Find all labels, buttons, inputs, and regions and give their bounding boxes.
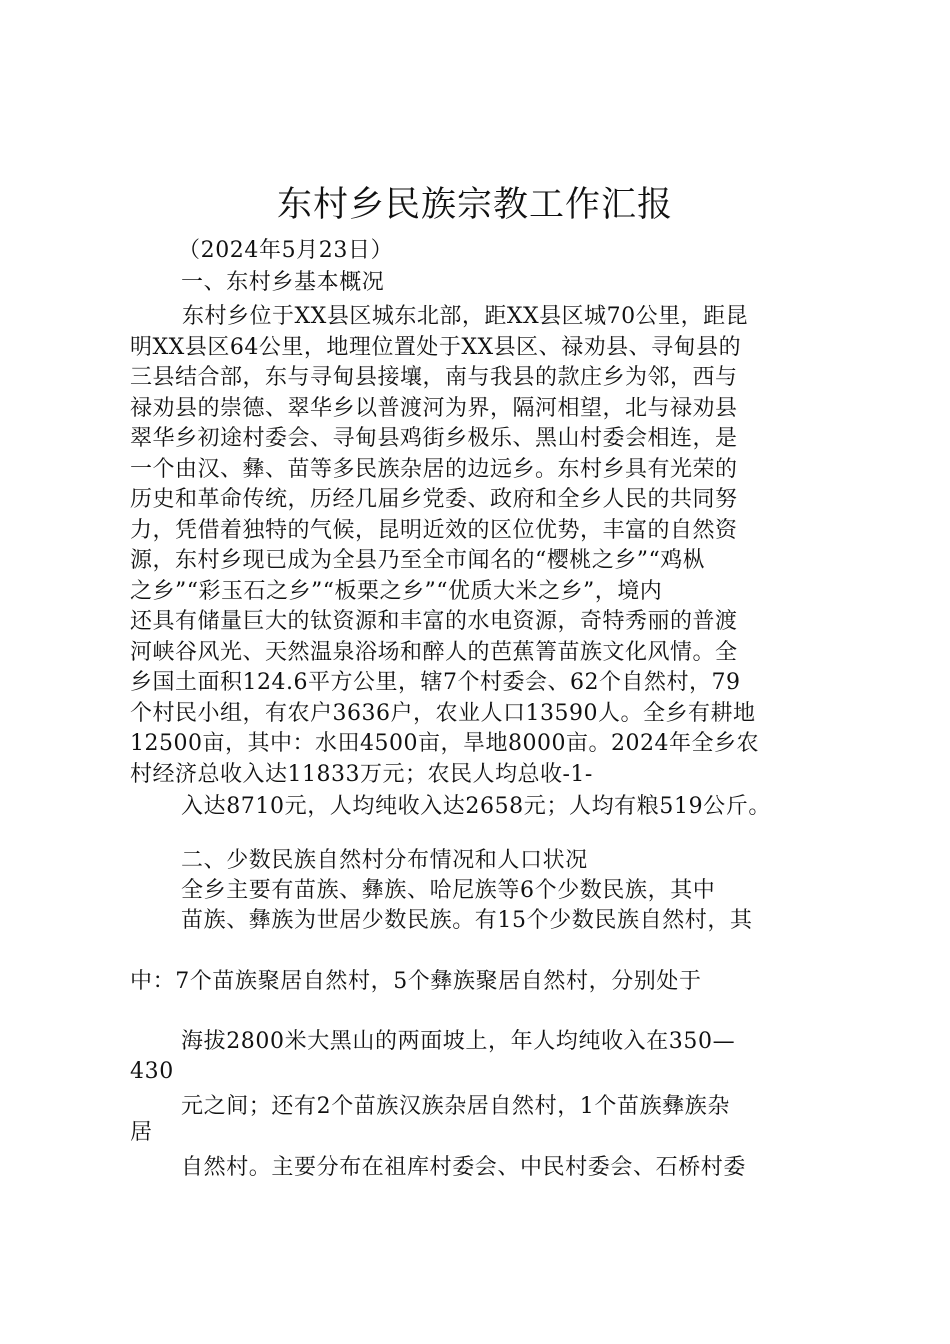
section-2-line: 中：7个苗族聚居自然村，5个彝族聚居自然村，分别处于 — [130, 969, 702, 994]
section-2-line: 元之间；还有2个苗族汉族杂居自然村，1个苗族彝族杂 — [181, 1094, 730, 1119]
section-1-paragraph — [130, 302, 830, 790]
paragraph-line: 12500亩，其中：水田4500亩，旱地8000亩。2024年全乡农 — [130, 731, 759, 756]
paragraph-line: 明XX县区64公里，地理位置处于XX县区、禄劝县、寻甸县的 — [130, 334, 742, 360]
paragraph-line: 河峡谷风光、天然温泉浴场和醉人的芭蕉箐苗族文化风情。全 — [130, 639, 738, 665]
report-date: （2024年5月23日） — [178, 238, 394, 263]
section-2-line: 海拔2800米大黑山的两面坡上，年人均纯收入在350— — [181, 1029, 736, 1054]
document-title: 东村乡民族宗教工作汇报 — [276, 185, 673, 225]
paragraph-line: 历史和革命传统，历经几届乡党委、政府和全乡人民的共同努 — [130, 487, 738, 512]
paragraph-line: 三县结合部，东与寻甸县接壤，南与我县的款庄乡为邻，西与 — [130, 365, 738, 390]
section-2-line: 苗族、彝族为世居少数民族。有15个少数民族自然村，其 — [181, 908, 753, 933]
paragraph-line: 禄劝县的崇德、翠华乡以普渡河为界，隔河相望，北与禄劝县 — [130, 395, 738, 421]
section-1-heading: 一、东村乡基本概况 — [181, 270, 385, 295]
paragraph-line: 个村民小组，有农户3636户，农业人口13590人。全乡有耕地 — [130, 700, 756, 726]
section-2-line: 自然村。主要分布在祖库村委会、中民村委会、石桥村委 — [181, 1155, 747, 1180]
section-2-line: 居 — [130, 1120, 153, 1145]
paragraph-line: 乡国土面积124.6平方公里，辖7个村委会、62个自然村，79 — [130, 670, 741, 695]
paragraph-line: 之乡”“彩玉石之乡”“板栗之乡”“优质大米之乡”，境内 — [130, 578, 663, 604]
paragraph-line: 翠华乡初途村委会、寻甸县鸡街乡极乐、黑山村委会相连，是 — [130, 426, 738, 451]
paragraph-line: 还具有储量巨大的钛资源和丰富的水电资源，奇特秀丽的普渡 — [130, 609, 738, 634]
section-2-heading: 二、少数民族自然村分布情况和人口状况 — [181, 848, 588, 873]
section-1-tail: 入达8710元，人均纯收入达2658元；人均有粮519公斤。 — [181, 794, 771, 819]
section-2-line: 430 — [130, 1059, 174, 1084]
paragraph-line: 东村乡位于XX县区城东北部，距XX县区城70公里，距昆 — [182, 304, 749, 329]
paragraph-line: 一个由汉、彝、苗等多民族杂居的边远乡。东村乡具有光荣的 — [130, 456, 738, 482]
section-2-line: 全乡主要有苗族、彝族、哈尼族等6个少数民族，其中 — [181, 878, 716, 903]
paragraph-line: 源，东村乡现已成为全县乃至全市闻名的“樱桃之乡”“鸡枞 — [130, 548, 706, 573]
paragraph-line: 村经济总收入达11833万元；农民人均总收-1- — [130, 761, 593, 787]
paragraph-line: 力，凭借着独特的气候，昆明近效的区位优势，丰富的自然资 — [130, 517, 738, 543]
